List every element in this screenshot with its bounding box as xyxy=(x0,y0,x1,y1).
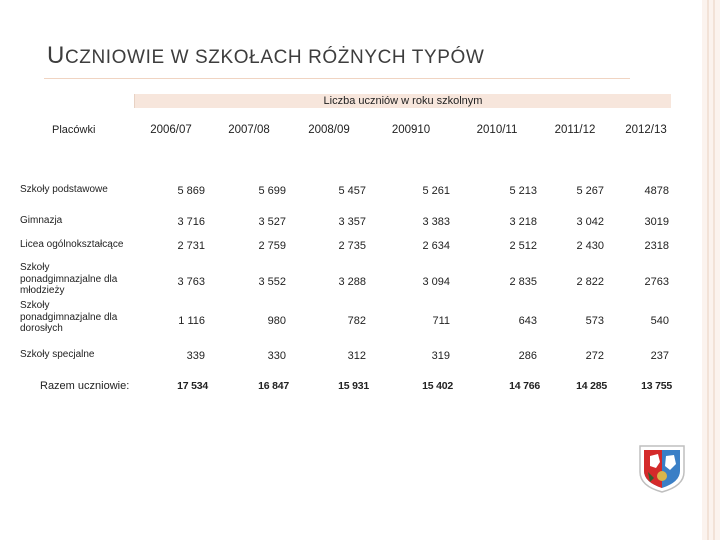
cell-value: 5 267 xyxy=(576,185,604,197)
cell-value: 2 759 xyxy=(258,240,286,252)
cell-value: 319 xyxy=(431,350,450,362)
title-underline xyxy=(44,78,630,79)
cell-value: 2 731 xyxy=(177,240,205,252)
year-header-5: 2010/11 xyxy=(476,124,518,136)
row-label: Szkoły ponadgimnazjalne dla dorosłych xyxy=(20,300,118,334)
cell-value: 272 xyxy=(585,350,604,362)
slide-title-rest: CZNIOWIE W SZKOŁACH RÓŻNYCH TYPÓW xyxy=(64,47,485,68)
cell-value: 2 822 xyxy=(576,276,604,288)
row-label: Gimnazja xyxy=(20,215,63,226)
cell-value: 2 430 xyxy=(576,240,604,252)
cell-value: 2 835 xyxy=(509,276,537,288)
total-value: 14 285 xyxy=(576,380,607,392)
cell-value: 3 552 xyxy=(258,276,286,288)
year-header-7: 2012/13 xyxy=(625,124,667,136)
cell-value: 339 xyxy=(186,350,205,362)
slide-title xyxy=(47,42,484,70)
cell-value: 4878 xyxy=(644,185,669,197)
cell-value: 980 xyxy=(267,315,286,327)
cell-value: 330 xyxy=(267,350,286,362)
row-label: Licea ogólnokształcące xyxy=(20,239,124,250)
row-label: Szkoły specjalne xyxy=(20,349,95,360)
cell-value: 312 xyxy=(347,350,366,362)
row-label: Szkoły ponadgimnazjalne dla młodzieży xyxy=(20,262,118,296)
coat-of-arms-icon xyxy=(636,442,688,494)
cell-value: 3 288 xyxy=(338,276,366,288)
cell-value: 5 699 xyxy=(258,185,286,197)
total-value: 13 755 xyxy=(641,380,672,392)
year-header-3: 2008/09 xyxy=(308,124,350,136)
cell-value: 643 xyxy=(518,315,537,327)
table-group-header-label: Liczba uczniów w roku szkolnym xyxy=(323,95,483,107)
cell-value: 3 527 xyxy=(258,216,286,228)
cell-value: 3 094 xyxy=(422,276,450,288)
cell-value: 540 xyxy=(650,315,669,327)
cell-value: 3019 xyxy=(644,216,669,228)
cell-value: 782 xyxy=(347,315,366,327)
cell-value: 5 261 xyxy=(422,185,450,197)
cell-value: 286 xyxy=(518,350,537,362)
cell-value: 711 xyxy=(432,315,450,327)
cell-value: 3 042 xyxy=(576,216,604,228)
cell-value: 2 735 xyxy=(338,240,366,252)
slide-title-initial: U xyxy=(47,42,65,69)
year-header-4: 200910 xyxy=(391,124,431,136)
total-value: 16 847 xyxy=(258,380,289,392)
cell-value: 2318 xyxy=(644,240,669,252)
cell-value: 5 213 xyxy=(509,185,537,197)
table-group-header xyxy=(134,94,671,108)
cell-value: 5 869 xyxy=(177,185,205,197)
total-value: 17 534 xyxy=(177,380,208,392)
cell-value: 3 716 xyxy=(177,216,205,228)
total-label: Razem uczniowie: xyxy=(40,380,130,392)
total-value: 14 766 xyxy=(509,380,540,392)
year-header-2: 2007/08 xyxy=(228,124,270,136)
cell-value: 573 xyxy=(585,315,604,327)
cell-value: 3 383 xyxy=(422,216,450,228)
row-label: Szkoły podstawowe xyxy=(20,184,108,195)
total-value: 15 931 xyxy=(338,380,369,392)
cell-value: 5 457 xyxy=(338,185,366,197)
decorative-border-ornament xyxy=(702,0,720,540)
cell-value: 3 357 xyxy=(338,216,366,228)
cell-value: 237 xyxy=(650,350,669,362)
year-header-1: 2006/07 xyxy=(150,124,192,136)
row-header-label: Placówki xyxy=(52,124,96,136)
cell-value: 1 116 xyxy=(178,315,205,327)
cell-value: 3 763 xyxy=(177,276,205,288)
cell-value: 2763 xyxy=(644,276,669,288)
year-header-6: 2011/12 xyxy=(554,124,596,136)
cell-value: 2 512 xyxy=(509,240,537,252)
cell-value: 2 634 xyxy=(422,240,450,252)
cell-value: 3 218 xyxy=(509,216,537,228)
total-value: 15 402 xyxy=(422,380,453,392)
